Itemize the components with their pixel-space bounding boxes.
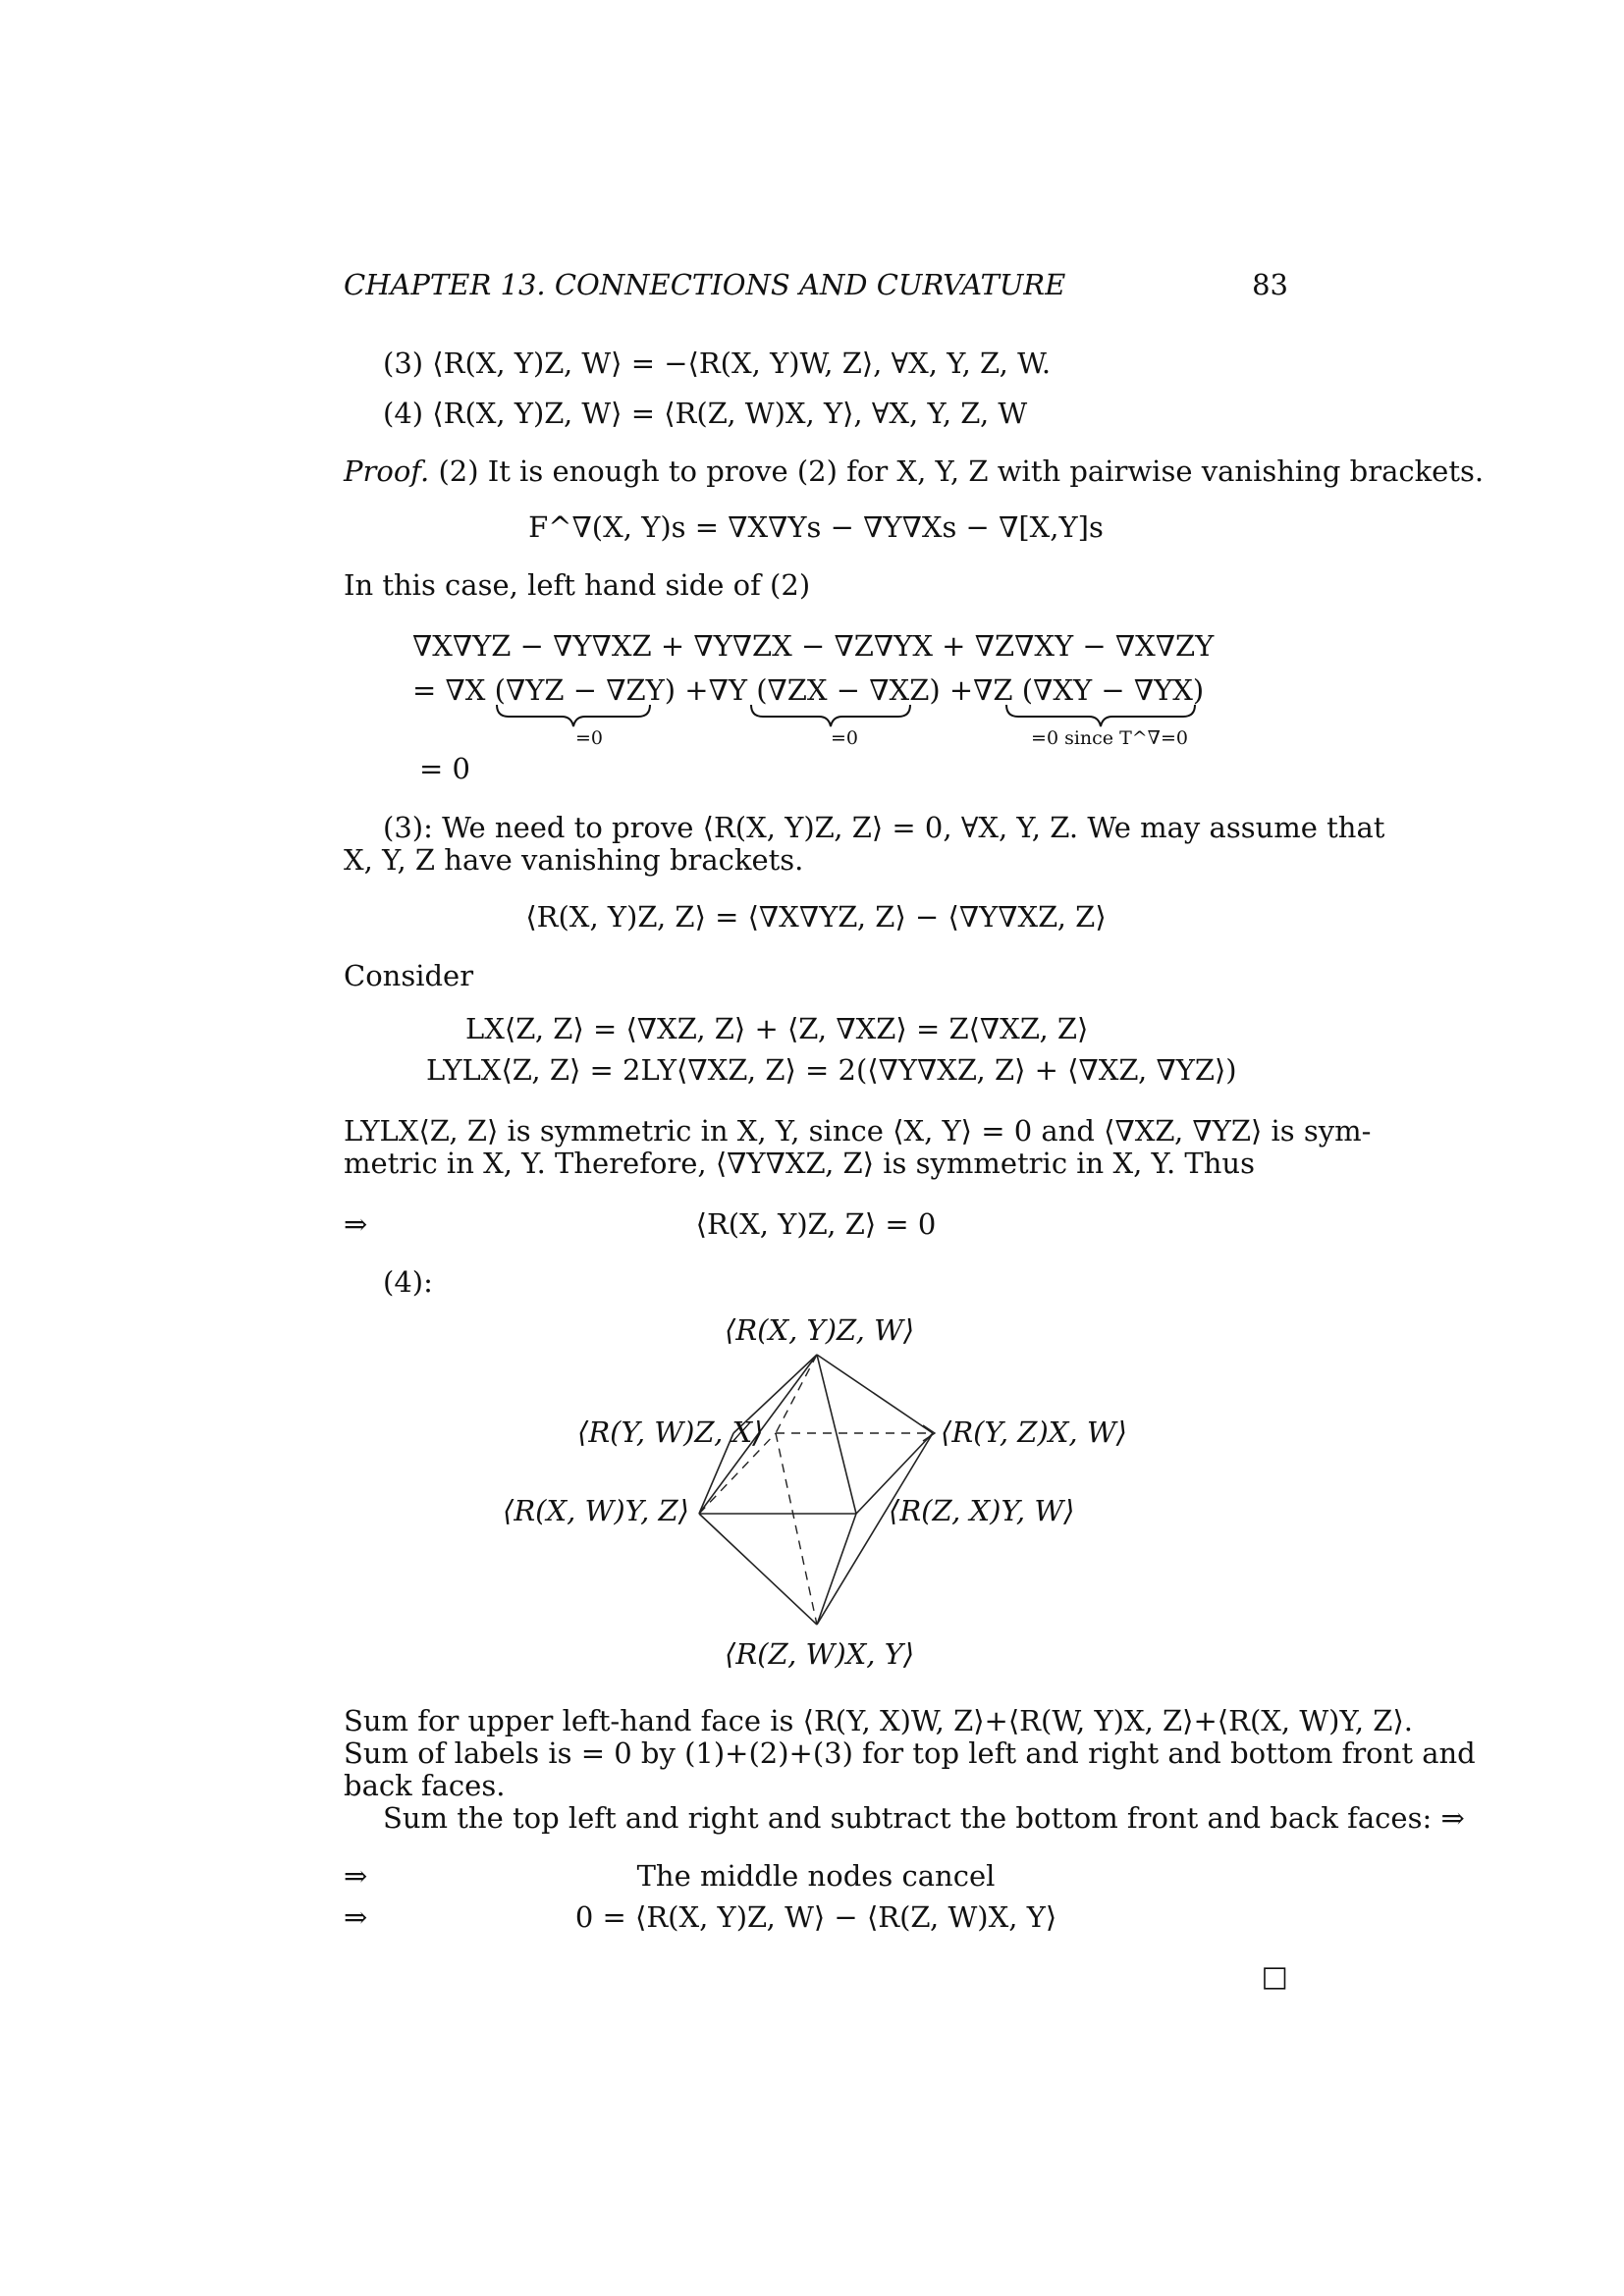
- expansion-line-2: = ∇X (∇YZ − ∇ZY) +∇Y (∇ZX − ∇XZ) +∇Z (∇XY − ∇YX): [412, 673, 1205, 707]
- proof-intro-text: (2) It is enough to prove (2) for X, Y, Z with pairwise vanishing brackets.: [438, 454, 1485, 488]
- edge-top-center: [817, 1355, 856, 1514]
- brace-label-3: =0 since T^∇=0: [1031, 727, 1188, 749]
- node-bottom: ⟨R(Z, W)X, Y⟩: [725, 1637, 915, 1671]
- symmetry-line-1: LYLX⟨Z, Z⟩ is symmetric in X, Y, since ⟨X, Y⟩ = 0 and ⟨∇XZ, ∇YZ⟩ is sym-: [344, 1114, 1372, 1148]
- part3-result: ⟨R(X, Y)Z, Z⟩ = 0: [695, 1207, 937, 1241]
- qed-symbol: □: [1261, 1959, 1288, 1993]
- hidden-edge-top: [776, 1355, 817, 1433]
- consider-text: Consider: [344, 959, 474, 992]
- node-upper-left: ⟨R(Y, W)Z, X⟩: [577, 1415, 764, 1449]
- sum-line-4: Sum the top left and right and subtract the bottom front and back faces: ⇒: [383, 1801, 1465, 1835]
- expansion-result: = 0: [419, 752, 470, 785]
- implies-arrow-2: ⇒: [344, 1900, 368, 1934]
- hidden-edge-bottom: [776, 1433, 817, 1625]
- implies-arrow-part3: ⇒: [344, 1207, 368, 1241]
- edge-upperright-bottom: [817, 1433, 933, 1625]
- node-mid-left: ⟨R(X, W)Y, Z⟩: [503, 1494, 689, 1527]
- node-upper-right: ⟨R(Y, Z)X, W⟩: [941, 1415, 1127, 1449]
- node-mid-right: ⟨R(Z, X)Y, W⟩: [889, 1494, 1075, 1527]
- case-text: In this case, left hand side of (2): [344, 568, 811, 602]
- property-3: (3) ⟨R(X, Y)Z, W⟩ = −⟨R(X, Y)W, Z⟩, ∀X, Y, Z, W.: [383, 347, 1052, 380]
- expansion-line-1: ∇X∇YZ − ∇Y∇XZ + ∇Y∇ZX − ∇Z∇YX + ∇Z∇XY − ∇X∇ZY: [412, 629, 1215, 663]
- edge-midleft-bottom: [699, 1514, 817, 1625]
- final-statement-2: 0 = ⟨R(X, Y)Z, W⟩ − ⟨R(Z, W)X, Y⟩: [574, 1900, 1057, 1934]
- part3-equation: ⟨R(X, Y)Z, Z⟩ = ⟨∇X∇YZ, Z⟩ − ⟨∇Y∇XZ, Z⟩: [525, 900, 1107, 934]
- node-top: ⟨R(X, Y)Z, W⟩: [725, 1313, 915, 1347]
- brace-label-1: =0: [574, 727, 603, 749]
- part3-line-1: (3): We need to prove ⟨R(X, Y)Z, Z⟩ = 0, ∀X, Y, Z. We may assume that: [383, 811, 1385, 844]
- curvature-definition-equation: F^∇(X, Y)s = ∇X∇Ys − ∇Y∇Xs − ∇[X,Y]s: [528, 510, 1104, 544]
- sum-line-3: back faces.: [344, 1769, 506, 1802]
- page-number: 83: [1252, 268, 1288, 301]
- proof-label: Proof.: [344, 454, 430, 488]
- part3-line-2: X, Y, Z have vanishing brackets.: [344, 843, 804, 877]
- part4-label: (4):: [383, 1265, 433, 1299]
- chapter-heading: CHAPTER 13. CONNECTIONS AND CURVATURE: [344, 268, 1066, 301]
- sum-line-1: Sum for upper left-hand face is ⟨R(Y, X)W, Z⟩+⟨R(W, Y)X, Z⟩+⟨R(X, W)Y, Z⟩.: [344, 1704, 1413, 1737]
- final-statement-1: The middle nodes cancel: [636, 1859, 996, 1893]
- sum-line-2: Sum of labels is = 0 by (1)+(2)+(3) for top left and right and bottom front and: [344, 1736, 1476, 1770]
- lie-derivative-equation-2: LYLX⟨Z, Z⟩ = 2LY⟨∇XZ, Z⟩ = 2(⟨∇Y∇XZ, Z⟩ + ⟨∇XZ, ∇YZ⟩): [426, 1053, 1237, 1087]
- brace-label-2: =0: [830, 727, 858, 749]
- lie-derivative-equation-1: LX⟨Z, Z⟩ = ⟨∇XZ, Z⟩ + ⟨Z, ∇XZ⟩ = Z⟨∇XZ, Z⟩: [465, 1012, 1089, 1045]
- implies-arrow-1: ⇒: [344, 1859, 368, 1893]
- edge-top-upperright: [817, 1355, 933, 1433]
- symmetry-line-2: metric in X, Y. Therefore, ⟨∇Y∇XZ, Z⟩ is symmetric in X, Y. Thus: [344, 1147, 1255, 1180]
- property-4: (4) ⟨R(X, Y)Z, W⟩ = ⟨R(Z, W)X, Y⟩, ∀X, Y, Z, W: [383, 397, 1028, 430]
